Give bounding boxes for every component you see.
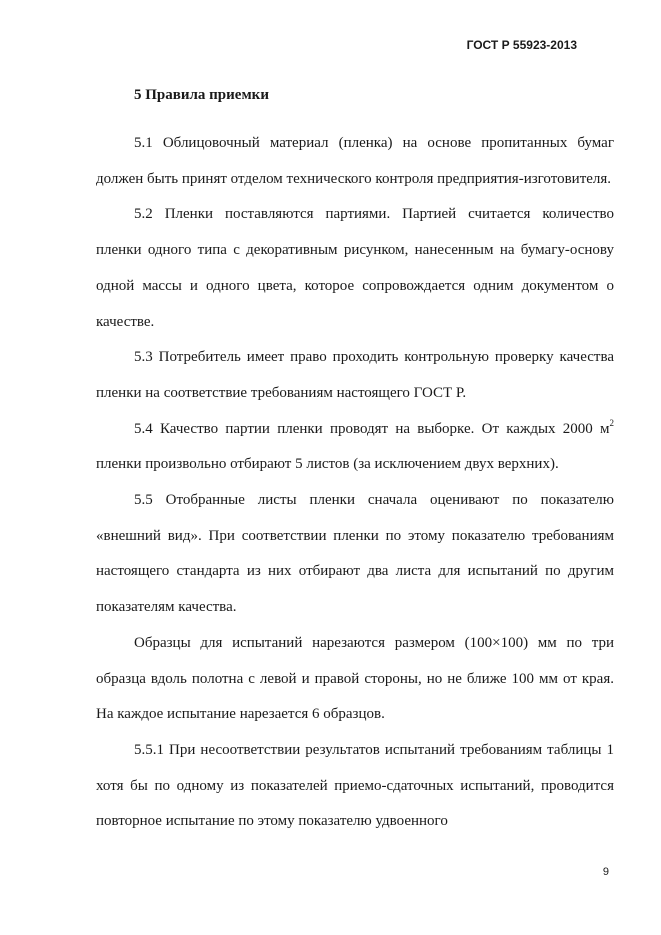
square-superscript: 2 <box>609 417 614 428</box>
page-number: 9 <box>602 866 609 878</box>
section-title: 5 Правила приемки <box>134 87 269 103</box>
paragraph-5-2: 5.2 Пленки поставляются партиями. Партией считается количество пленки одного типа с декоративным рисунком, нанесенным на бумагу-основу одной массы и одного цвета, которое сопровождается одним документом о качестве. <box>96 206 614 330</box>
paragraph-5-1: 5.1 Облицовочный материал (пленка) на основе пропитанных бумаг должен быть принят отделом технического контроля предприятия-изготовителя. <box>96 135 614 187</box>
paragraph-5-5-1: 5.5.1 При несоответствии результатов испытаний требованиям таблицы 1 хотя бы по одному из показателей приемо-сдаточных испытаний, проводится повторное испытание по этому показателю удвоенного <box>96 741 614 830</box>
paragraph-5-3: 5.3 Потребитель имеет право проходить контрольную проверку качества пленки на соответствие требованиям настоящего ГОСТ Р. <box>96 349 614 401</box>
paragraph-5-4-text-end: пленки произвольно отбирают 5 листов (за исключением двух верхних). <box>96 456 559 473</box>
paragraph-5-5: 5.5 Отобранные листы пленки сначала оценивают по показателю «внешний вид». При соответствии пленки по этому показателю требованиям настоящего стандарта из них отбирают два листа для испытаний по другим показателям качества. <box>96 492 614 616</box>
document-code-header: ГОСТ Р 55923-2013 <box>466 38 577 52</box>
paragraph-samples: Образцы для испытаний нарезаются размером (100×100) мм по три образца вдоль полотна с левой и правой стороны, но не ближе 100 мм от края. На каждое испытание нарезается 6 образцов. <box>96 634 614 723</box>
paragraph-5-4 <box>96 412 614 483</box>
paragraph-5-4-text-start: 5.4 Качество партии пленки проводят на выборке. От каждых 2000 м <box>134 420 610 437</box>
page-body <box>96 78 614 840</box>
